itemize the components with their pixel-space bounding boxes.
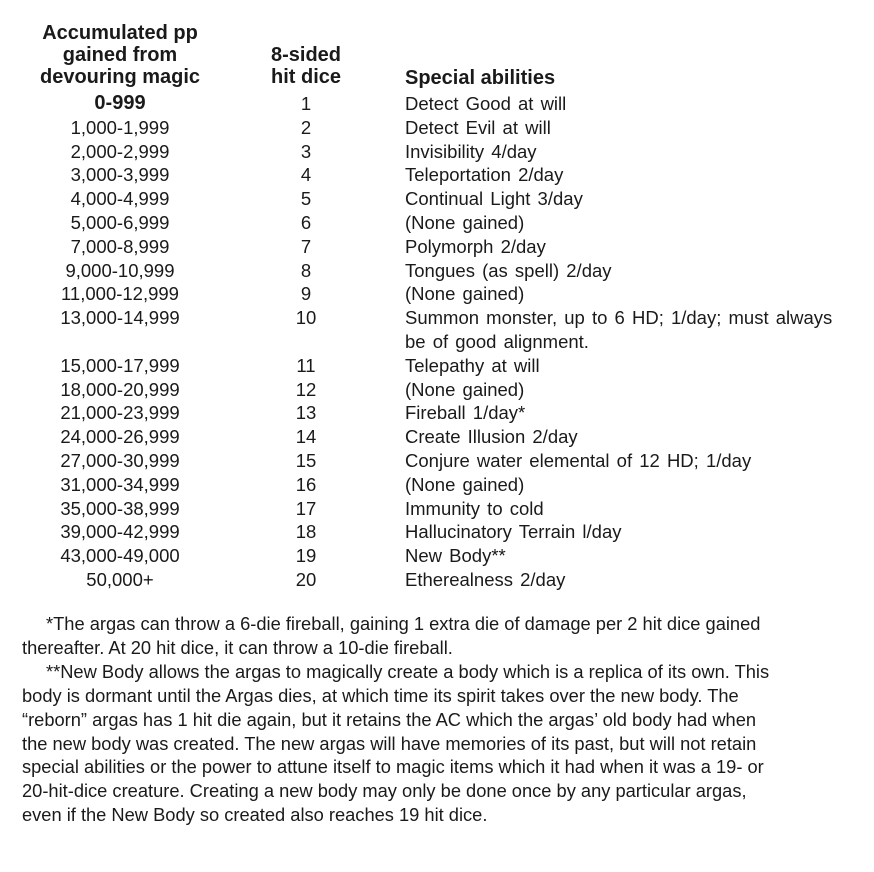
hit-dice-cell: 14 <box>295 426 317 448</box>
header-accumulated-pp: Accumulated pp gained from devouring magic <box>39 22 201 88</box>
table-row <box>0 497 874 521</box>
footnotes <box>22 612 782 827</box>
table-row <box>0 163 874 187</box>
table-row <box>0 568 874 592</box>
ability-table <box>0 92 874 592</box>
hit-dice-cell: 9 <box>300 283 312 305</box>
pp-range-cell: 24,000-26,999 <box>60 426 180 448</box>
ability-cell: Teleportation 2/day <box>405 164 564 186</box>
hit-dice-cell: 11 <box>296 354 316 376</box>
table-row <box>0 116 874 140</box>
table-row <box>0 259 874 283</box>
pp-range-cell: 9,000-10,999 <box>65 259 175 281</box>
pp-range-cell: 21,000-23,999 <box>60 402 180 424</box>
hit-dice-cell: 16 <box>295 473 317 495</box>
pp-range-cell: 18,000-20,999 <box>60 378 180 400</box>
hit-dice-cell: 19 <box>295 545 317 567</box>
table-row <box>0 92 874 116</box>
table-row <box>0 401 874 425</box>
table-row <box>0 235 874 259</box>
pp-range-cell: 50,000+ <box>86 568 154 590</box>
pp-range-cell: 3,000-3,999 <box>70 164 170 186</box>
ability-cell: Tongues (as spell) 2/day <box>405 259 612 281</box>
table-row <box>0 425 874 449</box>
ability-cell: Detect Good at will <box>405 93 567 114</box>
pp-range-cell: 7,000-8,999 <box>70 235 170 257</box>
ability-cell: New Body** <box>405 545 506 567</box>
hit-dice-cell: 5 <box>300 188 312 210</box>
pp-range-cell: 13,000-14,999 <box>60 307 180 329</box>
fireball-footnote: *The argas can throw a 6-die fireball, gaining 1 extra die of damage per 2 hit dice gained thereafter. At 20 hit dice, it can throw a 10-die fireball. <box>22 613 761 658</box>
table-row <box>0 306 874 354</box>
table-row <box>0 520 874 544</box>
new-body-footnote: **New Body allows the argas to magically create a body which is a replica of its own. This body is dormant until the Argas dies, at which time its spirit takes over the new body. The “reborn” argas has 1 hit die again, but it retains the AC which the argas’ old body had when the new body was created. The new argas will have memories of its past, but will not retain special abilities or the power to attune itself to magic items which it had when it was a 19- or 20-hit-dice creature. Creating a new body may only be done once by any particular argas, even if the New Body so created also reaches 19 hit dice. <box>22 660 770 826</box>
ability-cell: Telepathy at will <box>405 354 540 376</box>
table-row <box>0 140 874 164</box>
ability-cell: Fireball 1/day* <box>405 402 526 424</box>
pp-range-cell: 39,000-42,999 <box>60 521 180 543</box>
hit-dice-cell: 7 <box>300 235 312 257</box>
table-row <box>0 449 874 473</box>
ability-cell: Create Illusion 2/day <box>405 426 578 448</box>
ability-cell: Etherealness 2/day <box>405 568 566 590</box>
ability-cell: Polymorph 2/day <box>405 235 546 257</box>
ability-cell: (None gained) <box>405 211 525 233</box>
ability-cell: (None gained) <box>405 378 525 400</box>
table-row <box>0 211 874 235</box>
pp-range-cell: 2,000-2,999 <box>70 140 170 162</box>
hit-dice-cell: 3 <box>300 140 312 162</box>
hit-dice-cell: 15 <box>295 449 317 471</box>
table-row <box>0 378 874 402</box>
ability-cell: Continual Light 3/day <box>405 188 583 210</box>
table-row <box>0 473 874 497</box>
table-row <box>0 187 874 211</box>
pp-range-cell: 31,000-34,999 <box>60 473 180 495</box>
ability-cell: Immunity to cold <box>405 497 544 519</box>
ability-cell: Summon monster, up to 6 HD; 1/day; must always be of good alignment. <box>405 307 833 352</box>
hit-dice-cell: 12 <box>295 378 317 400</box>
pp-range-cell: 1,000-1,999 <box>70 116 170 138</box>
header-hit-dice: 8-sided hit dice <box>270 44 342 88</box>
ability-cell: (None gained) <box>405 473 525 495</box>
hit-dice-cell: 8 <box>300 259 312 281</box>
hit-dice-cell: 13 <box>295 402 317 424</box>
header-special-abilities: Special abilities <box>405 67 556 89</box>
hit-dice-cell: 1 <box>300 93 312 114</box>
hit-dice-cell: 20 <box>295 568 317 590</box>
hit-dice-cell: 6 <box>300 211 312 233</box>
table-row <box>0 544 874 568</box>
pp-range-cell: 43,000-49,000 <box>60 545 180 567</box>
pp-range-cell: 11,000-12,999 <box>61 283 179 305</box>
table-row <box>0 282 874 306</box>
hit-dice-cell: 18 <box>295 521 317 543</box>
ability-cell: Conjure water elemental of 12 HD; 1/day <box>405 449 752 471</box>
ability-cell: Hallucinatory Terrain l/day <box>405 521 622 543</box>
pp-range-cell: 27,000-30,999 <box>60 449 180 471</box>
pp-range-cell: 4,000-4,999 <box>70 188 170 210</box>
pp-range-cell: 15,000-17,999 <box>60 354 180 376</box>
ability-cell: Invisibility 4/day <box>405 140 537 162</box>
table-row <box>0 354 874 378</box>
ability-cell: (None gained) <box>405 283 525 305</box>
ability-cell: Detect Evil at will <box>405 116 551 138</box>
pp-range-cell: 35,000-38,999 <box>60 497 180 519</box>
pp-range-cell: 5,000-6,999 <box>70 211 170 233</box>
hit-dice-cell: 10 <box>295 307 317 329</box>
hit-dice-cell: 4 <box>300 164 312 186</box>
pp-range-cell: 0-999 <box>94 92 146 114</box>
hit-dice-cell: 2 <box>300 116 312 138</box>
hit-dice-cell: 17 <box>295 497 317 519</box>
